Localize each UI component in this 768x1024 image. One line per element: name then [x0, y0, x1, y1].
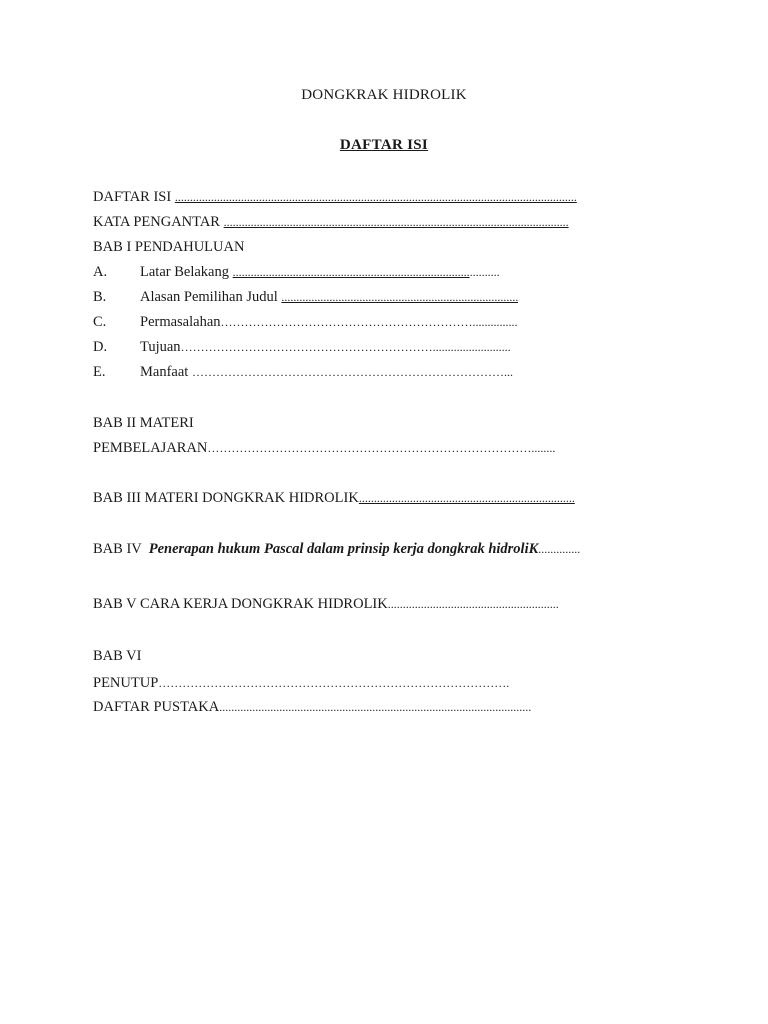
toc-leader: ...................................................................................................................	[223, 215, 569, 229]
toc-entry-label: Penerapan hukum Pascal dalam prinsip kerja dongkrak hidroliK	[148, 541, 539, 557]
toc-entry-label: BAB VI	[93, 648, 142, 664]
toc-entry-label: KATA PENGANTAR	[93, 214, 220, 230]
toc-entry-label: BAB I PENDAHULUAN	[93, 239, 245, 255]
toc-subentry-b	[93, 286, 518, 308]
toc-subentry-label: Manfaat	[140, 364, 189, 380]
toc-entry-label: BAB V CARA KERJA DONGKRAK HIDROLIK	[93, 596, 388, 612]
toc-subentry-label: Alasan Pemilihan Judul	[140, 289, 278, 305]
toc-leader: .........................................................	[387, 597, 559, 611]
toc-subentry-d	[93, 336, 511, 358]
toc-entry-pembelajaran	[93, 437, 555, 459]
toc-leader: ………………………………………………………..........................	[180, 340, 511, 354]
toc-entry-bab2	[93, 412, 194, 434]
toc-entry-bab3	[93, 487, 575, 509]
toc-subentry-label: Permasalahan	[140, 314, 221, 330]
toc-leader: ...............................................................................	[232, 265, 470, 279]
toc-subentry-c	[93, 311, 518, 333]
toc-leader: ........................................................................................................	[219, 700, 532, 714]
toc-leader: ..........	[469, 265, 500, 279]
toc-leader: ………………………………………………………...............	[220, 315, 518, 329]
toc-entry-daftar-isi	[93, 186, 577, 208]
toc-subentry-label: Latar Belakang	[140, 264, 229, 280]
toc-entry-penutup	[93, 672, 509, 694]
toc-leader: ......................................................................................................................................	[174, 190, 577, 204]
toc-leader: ………………………………………………………………………........	[207, 441, 556, 455]
toc-entry-prefix: BAB IV	[93, 541, 149, 557]
toc-subentry-letter: C.	[93, 314, 107, 330]
toc-subentry-letter: B.	[93, 289, 107, 305]
toc-subentry-label: Tujuan	[140, 339, 181, 355]
toc-entry-label: BAB II MATERI	[93, 415, 194, 431]
toc-leader: ........................................................................	[358, 491, 575, 505]
toc-entry-daftar-pustaka	[93, 696, 531, 718]
toc-heading: DAFTAR ISI	[339, 137, 429, 153]
toc-entry-bab4	[93, 538, 580, 560]
toc-entry-bab6	[93, 645, 141, 667]
toc-entry-bab5	[93, 593, 559, 615]
toc-subentry-a	[93, 261, 500, 283]
toc-entry-label: DAFTAR PUSTAKA	[93, 699, 220, 715]
toc-leader: ……………………………………………………………………...	[191, 365, 513, 379]
toc-subentry-letter: A.	[93, 264, 108, 280]
toc-entry-label: PEMBELAJARAN	[93, 440, 208, 456]
toc-entry-label: PENUTUP	[93, 675, 159, 691]
toc-entry-kata-pengantar	[93, 211, 569, 233]
toc-leader: ...............................................................................	[281, 290, 519, 304]
toc-subentry-e	[93, 361, 513, 383]
toc-subentry-letter: E.	[93, 364, 106, 380]
toc-entry-label: BAB III MATERI DONGKRAK HIDROLIK	[93, 490, 359, 506]
toc-leader: …………………………………………………………………………….	[158, 676, 510, 690]
toc-leader: ..............	[538, 542, 581, 556]
toc-entry-bab1	[93, 236, 244, 258]
toc-entry-label: DAFTAR ISI	[93, 189, 172, 205]
document-title: DONGKRAK HIDROLIK	[301, 87, 467, 103]
toc-subentry-letter: D.	[93, 339, 108, 355]
